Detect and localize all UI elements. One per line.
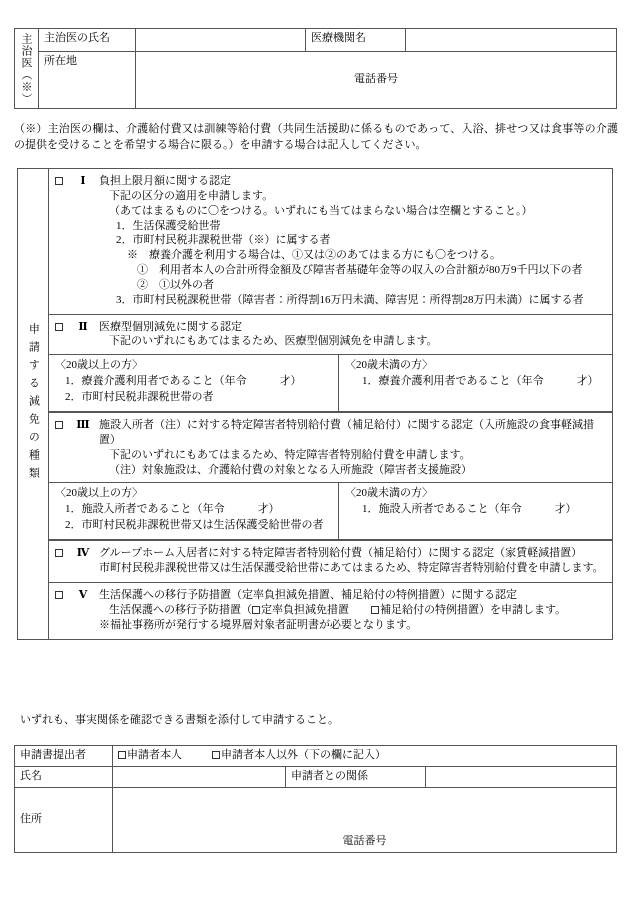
section-3-right-header: 〈20歳未満の方〉 [345, 487, 433, 500]
section-4-line-1: 市町村民税非課税世帯又は生活保護受給世帯にあてはまるため、特定障害者特別給付費を申請します。 [99, 562, 604, 575]
section-5-numeral: Ⅴ [78, 588, 88, 601]
table-row [15, 29, 617, 52]
section-3-age-right [339, 483, 613, 540]
attachment-note: いずれも、事実関係を確認できる書類を添付して申請すること。 [20, 714, 339, 726]
section-1-item-3[interactable]: 3．市町村民税課税世帯（障害者：所得割16万円未満、障害児：所得割28万円未満）に属する者 [116, 293, 584, 306]
submitter-table [14, 745, 617, 853]
section-3-body [97, 418, 606, 477]
section-2-left-item-2[interactable]: 2．市町村民税非課税世帯の者 [65, 391, 214, 404]
submitter-name-label: 氏名 [15, 767, 113, 788]
section-4-title: グループホーム入居者に対する特定障害者特別給付費（補足給付）に関する認定（家賃軽減措置） [99, 547, 583, 560]
section-3-numeral: Ⅲ [76, 419, 90, 432]
section-2-body [97, 320, 606, 350]
section-5-line-suffix: ）を申請します。 [479, 603, 567, 616]
reduction-kind-box [17, 168, 613, 640]
doctor-vertical-label: 主治医（※） [15, 29, 39, 109]
section-2-right-header: 〈20歳未満の方〉 [345, 359, 433, 372]
checkbox-section-2[interactable] [55, 323, 63, 331]
section-3 [49, 413, 612, 541]
doctor-name-field[interactable] [136, 29, 306, 52]
table-row [15, 746, 617, 767]
section-1-note: ※ 療養介護を利用する場合は、①又は②のあてはまる方にも〇をつける。 [127, 249, 501, 262]
section-4-numeral: Ⅳ [76, 547, 90, 560]
doctor-address-label: 所在地 [39, 52, 136, 109]
section-2-left-item-1[interactable]: 1．療養介護利用者であること（年令 才） [65, 375, 302, 388]
section-5 [49, 583, 612, 639]
table-row [15, 52, 617, 109]
section-1-title: 負担上限月額に関する認定 [99, 175, 231, 187]
checkbox-supplementary-special[interactable] [371, 606, 379, 614]
section-1 [49, 169, 612, 315]
section-5-option-2: 補足給付の特例措置 [380, 603, 479, 616]
checkbox-flat-rate-reduction[interactable] [252, 606, 260, 614]
section-1-item-1[interactable]: 1．生活保護受給世帯 [116, 219, 221, 232]
table-row [49, 355, 612, 412]
section-3-title: 施設入所者（注）に対する特定障害者特別給付費（補足給付）に関する認定（入所施設の食事軽減措置） [99, 419, 594, 446]
doctor-name-label: 主治医の氏名 [39, 29, 136, 52]
doctor-tel-label: 電話番号 [354, 73, 398, 85]
submitter-address-label: 住所 [15, 788, 113, 853]
relation-field[interactable] [426, 767, 617, 788]
submitter-option-other: 申請者本人以外（下の欄に記入） [221, 749, 386, 762]
section-1-subitem-2[interactable]: ② ①以外の者 [137, 278, 214, 291]
section-3-age-left [49, 483, 339, 540]
section-4-body [97, 546, 606, 576]
submitter-tel-label: 電話番号 [342, 834, 387, 847]
section-1-subitem-1[interactable]: ① 利用者本人の合計所得金額及び障害者基礎年金等の収入の合計額が80万9千円以下の者 [137, 264, 583, 277]
submitter-options-cell [113, 746, 617, 767]
checkbox-submitter-other[interactable] [212, 751, 220, 759]
table-row [15, 767, 617, 788]
section-2-right-item-1[interactable]: 1．療養介護利用者であること（年令 才） [362, 375, 599, 388]
section-4 [49, 541, 612, 583]
section-2-line-1: 下記のいずれにもあてはまるため、医療型個別減免を申請します。 [109, 335, 438, 348]
checkbox-section-3[interactable] [55, 421, 63, 429]
section-2-left-header: 〈20歳以上の方〉 [55, 359, 143, 372]
section-2-title: 医療型個別減免に関する認定 [99, 320, 242, 333]
submitter-option-self: 申請者本人 [127, 749, 182, 762]
reduction-kind-vertical-label: 申請する減免の種類 [18, 169, 49, 639]
checkbox-section-1[interactable] [55, 177, 63, 185]
section-2 [49, 315, 612, 414]
relation-label: 申請者との関係 [286, 767, 426, 788]
section-5-line-prefix: 生活保護への移行予防措置（ [109, 603, 252, 616]
submitter-name-field[interactable] [113, 767, 286, 788]
section-1-line-2: （あてはまるものに〇をつける。いずれにも当てはまらない場合は空欄とすること。） [109, 204, 533, 217]
section-3-left-header: 〈20歳以上の方〉 [55, 487, 143, 500]
section-2-age-left [49, 355, 339, 412]
section-5-body [97, 588, 606, 633]
checkbox-submitter-self[interactable] [118, 751, 126, 759]
section-5-option-1: 定率負担減免措置 [261, 603, 349, 616]
section-5-title: 生活保護への移行予防措置（定率負担減免措置、補足給付の特例措置）に関する認定 [99, 588, 517, 601]
section-5-footnote: ※福祉事務所が発行する境界層対象者証明書が必要となります。 [99, 618, 418, 631]
doctor-address-field[interactable] [136, 52, 617, 109]
checkbox-section-4[interactable] [55, 549, 63, 557]
section-3-age-table [49, 482, 612, 540]
table-row [15, 788, 617, 853]
institution-name-field[interactable] [406, 29, 617, 52]
section-2-age-table [49, 354, 612, 412]
doctor-note: （※）主治医の欄は、介護給付費又は訓練等給付費（共同生活援助に係るものであって、入浴、排せつ又は食事等の介護の提供を受けることを希望する場合に限る。）を申請する場合は記入してください。 [14, 123, 618, 151]
section-5-options-line [99, 603, 606, 618]
section-3-left-item-2[interactable]: 2．市町村民税非課税世帯又は生活保護受給世帯の者 [65, 519, 324, 532]
section-3-left-item-1[interactable]: 1．施設入所者であること（年令 才） [65, 503, 280, 516]
section-3-right-item-1[interactable]: 1．施設入所者であること（年令 才） [362, 503, 577, 516]
section-1-body [97, 174, 606, 308]
reduction-kind-sections [49, 169, 612, 639]
section-1-numeral: Ⅰ [80, 175, 86, 187]
section-3-line-2: （注）対象施設は、介護給付費の対象となる入所施設（障害者支援施設） [109, 463, 472, 476]
section-3-line-1: 下記のいずれにもあてはまるため、特定障害者特別給付費を申請します。 [109, 448, 471, 461]
section-1-item-2[interactable]: 2．市町村民税非課税世帯（※）に属する者 [116, 234, 331, 247]
checkbox-section-5[interactable] [55, 591, 63, 599]
submitter-address-field[interactable] [113, 788, 617, 853]
section-1-line-1: 下記の区分の適用を申請します。 [109, 189, 274, 202]
institution-name-label: 医療機関名 [306, 29, 406, 52]
section-2-age-right [339, 355, 613, 412]
submitter-label: 申請書提出者 [15, 746, 113, 767]
section-2-numeral: Ⅱ [78, 320, 88, 333]
table-row [49, 483, 612, 540]
attending-doctor-table [14, 28, 617, 109]
